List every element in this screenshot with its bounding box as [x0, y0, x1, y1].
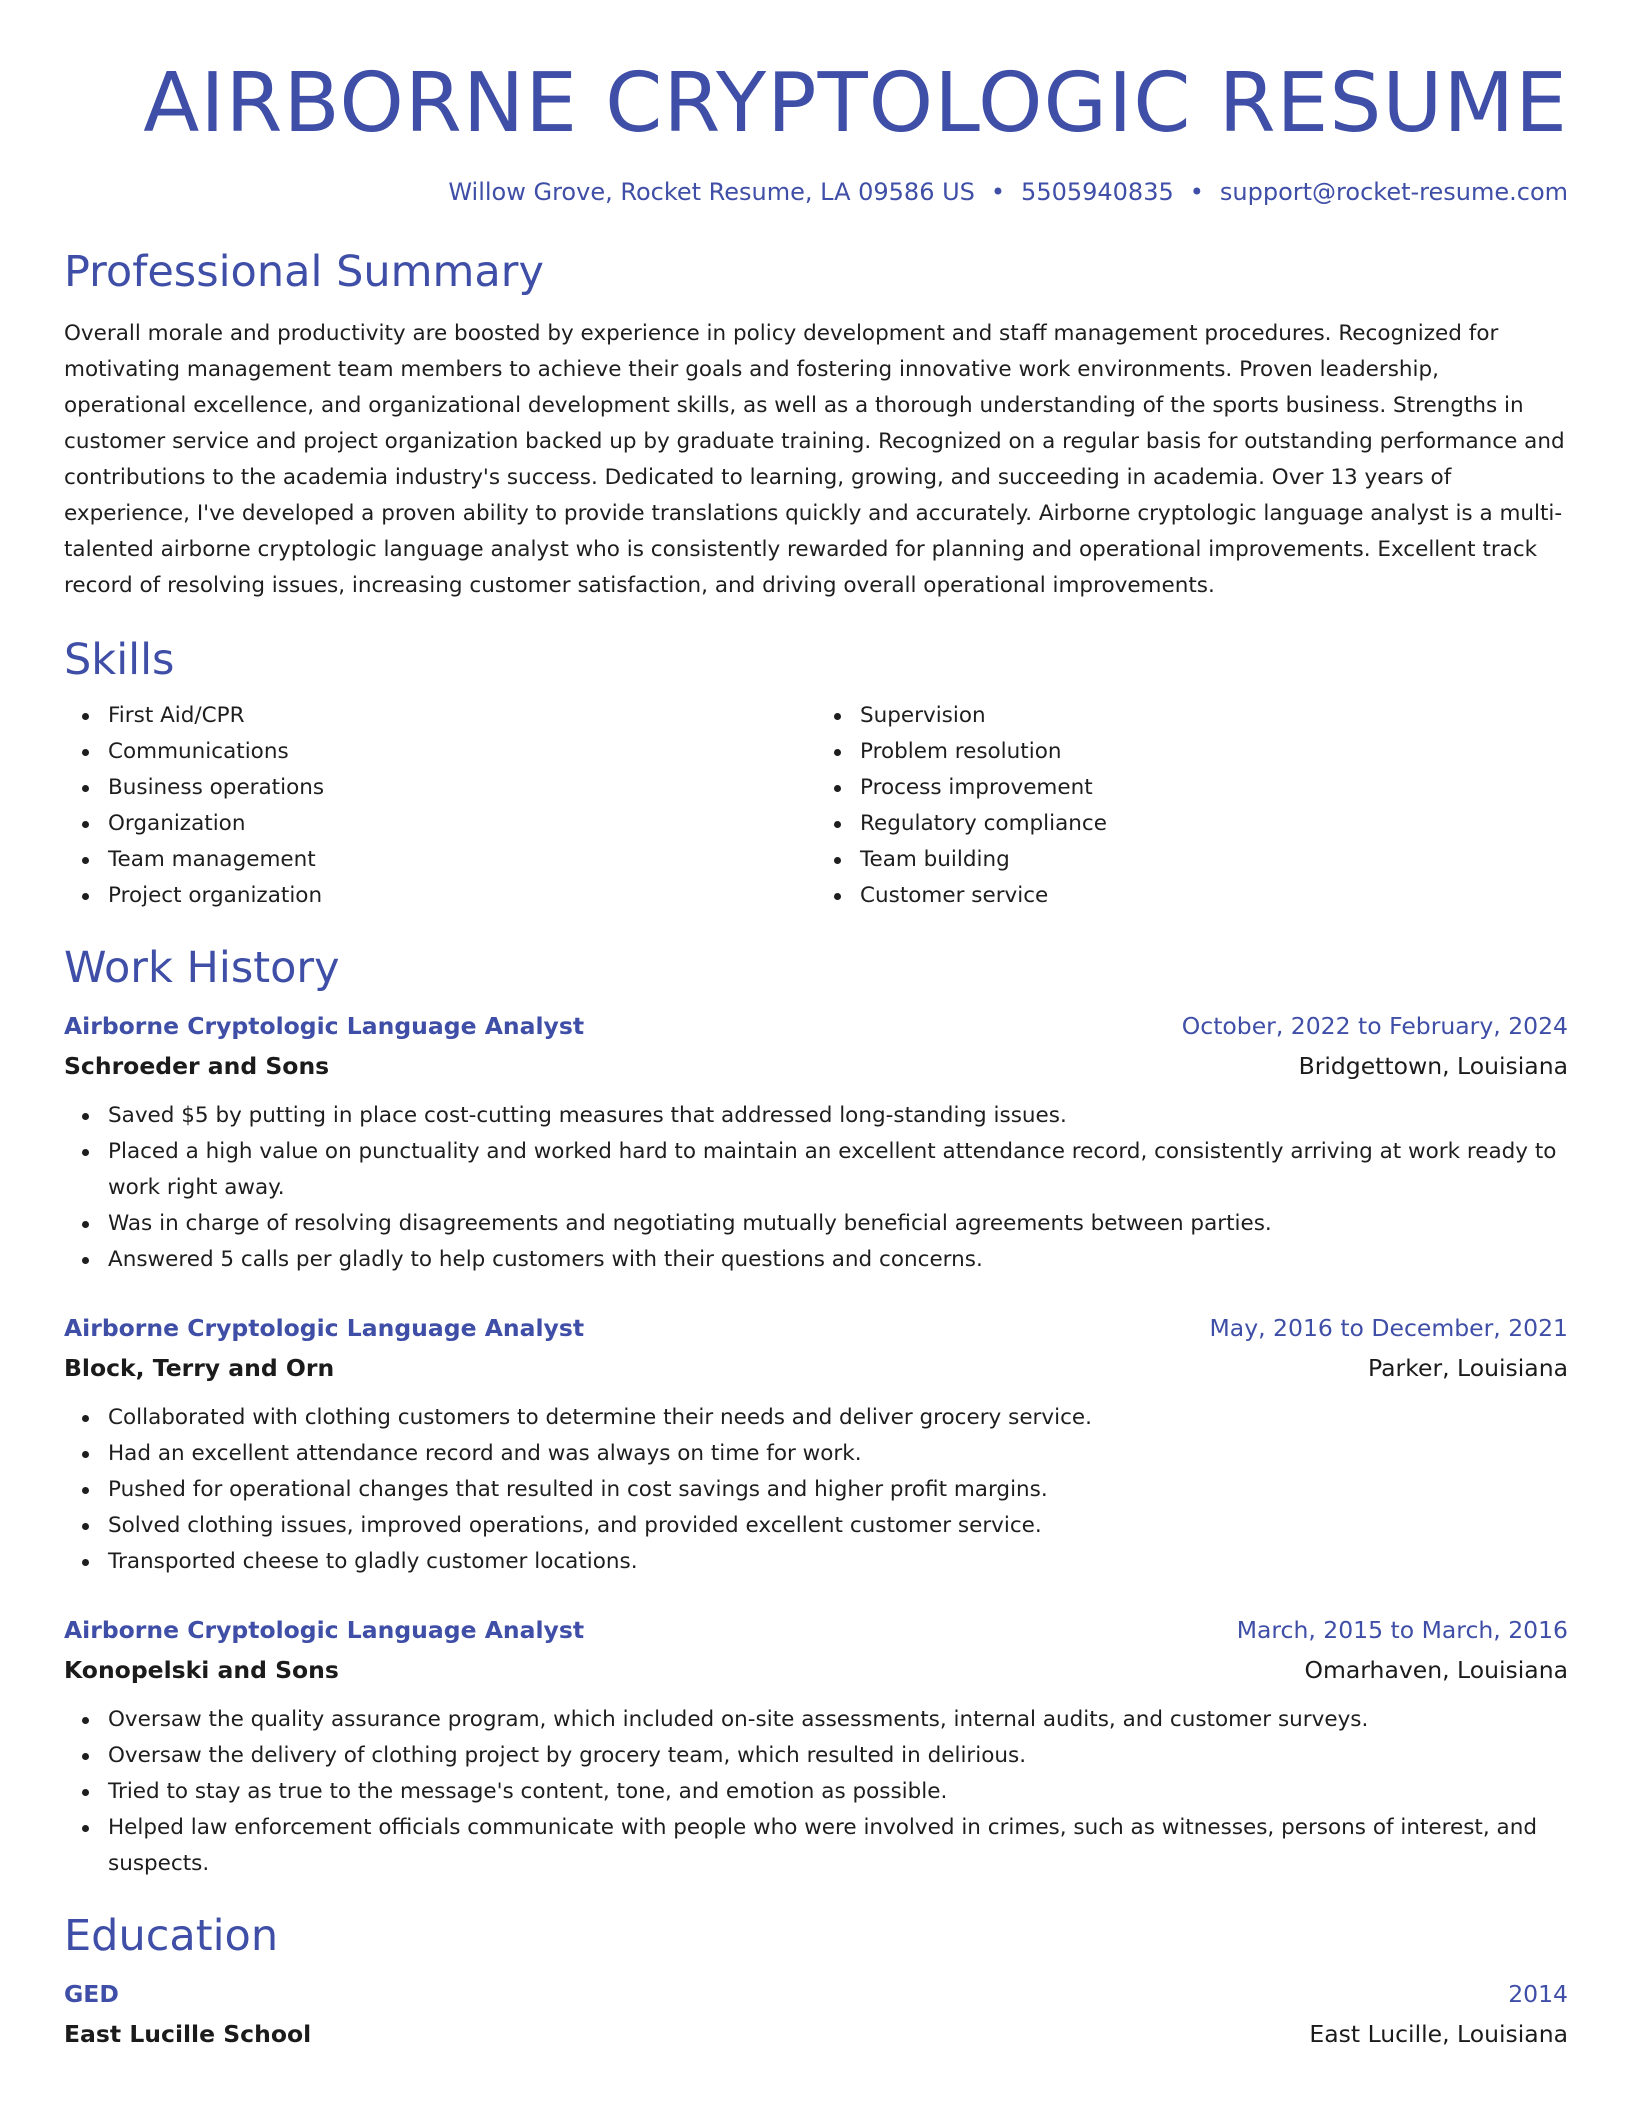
job-entry: [64, 1308, 1568, 1580]
job-location: Omarhaven, Louisiana: [1304, 1656, 1568, 1684]
contact-email[interactable]: support@rocket-resume.com: [1219, 178, 1568, 206]
job-bullet: Saved $5 by putting in place cost-cutting measures that addressed long-standing issues.: [108, 1098, 1568, 1134]
skill-item: Business operations: [108, 770, 816, 806]
job-title: Airborne Cryptologic Language Analyst: [64, 1314, 585, 1342]
separator-dot: •: [1189, 178, 1204, 206]
job-bullet: Answered 5 calls per gladly to help customers with their questions and concerns.: [108, 1242, 1568, 1278]
education-section: [64, 1908, 1568, 2054]
skill-item: Project organization: [108, 878, 816, 914]
job-location: Parker, Louisiana: [1368, 1354, 1568, 1382]
education-year: 2014: [1508, 1980, 1568, 2008]
job-bullet: Collaborated with clothing customers to determine their needs and deliver grocery service.: [108, 1400, 1568, 1436]
education-degree-row: [64, 1974, 1568, 2014]
job-entry: [64, 1610, 1568, 1882]
skill-item: First Aid/CPR: [108, 698, 816, 734]
job-dates: October, 2022 to February, 2024: [1181, 1012, 1568, 1040]
skills-list-left: [64, 698, 816, 914]
job-company-row: [64, 1348, 1568, 1388]
section-heading-work: Work History: [64, 943, 340, 993]
job-bullet: Oversaw the delivery of clothing project by grocery team, which resulted in delirious.: [108, 1738, 1568, 1774]
job-bullet: Helped law enforcement officials communicate with people who were involved in crimes, such as witnesses, persons of interest, and suspects.: [108, 1810, 1568, 1882]
job-bullet: Solved clothing issues, improved operations, and provided excellent customer service.: [108, 1508, 1568, 1544]
job-title-row: [64, 1610, 1568, 1650]
contact-phone: 5505940835: [1021, 178, 1174, 206]
summary-section: [64, 244, 1568, 604]
skills-list-right: [816, 698, 1568, 914]
skill-item: Organization: [108, 806, 816, 842]
skill-item: Team building: [860, 842, 1568, 878]
skills-section: [64, 632, 1568, 914]
education-school: East Lucille School: [64, 2020, 312, 2048]
resume-page: [64, 0, 1568, 2054]
separator-dot: •: [990, 178, 1006, 206]
work-section: [64, 940, 1568, 1882]
skill-item: Regulatory compliance: [860, 806, 1568, 842]
section-heading-summary: Professional Summary: [64, 247, 544, 297]
job-bullet: Tried to stay as true to the message's content, tone, and emotion as possible.: [108, 1774, 1568, 1810]
job-bullet: Had an excellent attendance record and was always on time for work.: [108, 1436, 1568, 1472]
job-title: Airborne Cryptologic Language Analyst: [64, 1616, 585, 1644]
section-heading-education: Education: [64, 1911, 279, 1961]
job-bullet: Was in charge of resolving disagreements and negotiating mutually beneficial agreements between parties.: [108, 1206, 1568, 1242]
skill-item: Team management: [108, 842, 816, 878]
skill-item: Supervision: [860, 698, 1568, 734]
skill-item: Problem resolution: [860, 734, 1568, 770]
job-bullets: [64, 1702, 1568, 1882]
job-company: Konopelski and Sons: [64, 1656, 339, 1684]
summary-text: Overall morale and productivity are boosted by experience in policy development and staff management procedures. Recognized for motivating management team members to achieve their goals and fostering innovative work environments. Proven leadership, operational excellence, and organizational development skills, as well as a thorough understanding of the sports business. Strengths in customer service and project organization backed up by graduate training. Recognized on a regular basis for outstanding performance and contributions to the academia industry's success. Dedicated to learning, growing, and succeeding in academia. Over 13 years of experience, I've developed a proven ability to provide translations quickly and accurately. Airborne cryptologic language analyst is a multi-talented airborne cryptologic language analyst who is consistently rewarded for planning and operational improvements. Excellent track record of resolving issues, increasing customer satisfaction, and driving overall operational improvements.: [64, 321, 1565, 598]
job-location: Bridgettown, Louisiana: [1298, 1052, 1568, 1080]
job-bullet: Transported cheese to gladly customer locations.: [108, 1544, 1568, 1580]
education-degree: GED: [64, 1980, 119, 2008]
contact-line: [64, 176, 1568, 208]
education-school-row: [64, 2014, 1568, 2054]
skill-item: Process improvement: [860, 770, 1568, 806]
resume-name: AIRBORNE CRYPTOLOGIC RESUME: [143, 56, 1568, 151]
job-bullet: Placed a high value on punctuality and worked hard to maintain an excellent attendance record, consistently arriving at work ready to work right away.: [108, 1134, 1568, 1206]
job-title-row: [64, 1308, 1568, 1348]
job-bullets: [64, 1400, 1568, 1580]
education-entry: [64, 1974, 1568, 2054]
job-company: Schroeder and Sons: [64, 1052, 330, 1080]
education-location: East Lucille, Louisiana: [1309, 2020, 1568, 2048]
job-title-row: [64, 1006, 1568, 1046]
contact-address: Willow Grove, Rocket Resume, LA 09586 US: [448, 178, 975, 206]
skill-item: Customer service: [860, 878, 1568, 914]
skills-columns: [64, 698, 1568, 914]
job-bullet: Oversaw the quality assurance program, which included on-site assessments, internal audits, and customer surveys.: [108, 1702, 1568, 1738]
job-company: Block, Terry and Orn: [64, 1354, 335, 1382]
job-company-row: [64, 1046, 1568, 1086]
job-dates: May, 2016 to December, 2021: [1209, 1314, 1568, 1342]
job-company-row: [64, 1650, 1568, 1690]
job-bullets: [64, 1098, 1568, 1278]
job-title: Airborne Cryptologic Language Analyst: [64, 1012, 585, 1040]
job-bullet: Pushed for operational changes that resulted in cost savings and higher profit margins.: [108, 1472, 1568, 1508]
job-dates: March, 2015 to March, 2016: [1236, 1616, 1568, 1644]
section-heading-skills: Skills: [64, 635, 175, 685]
job-entry: [64, 1006, 1568, 1278]
skill-item: Communications: [108, 734, 816, 770]
